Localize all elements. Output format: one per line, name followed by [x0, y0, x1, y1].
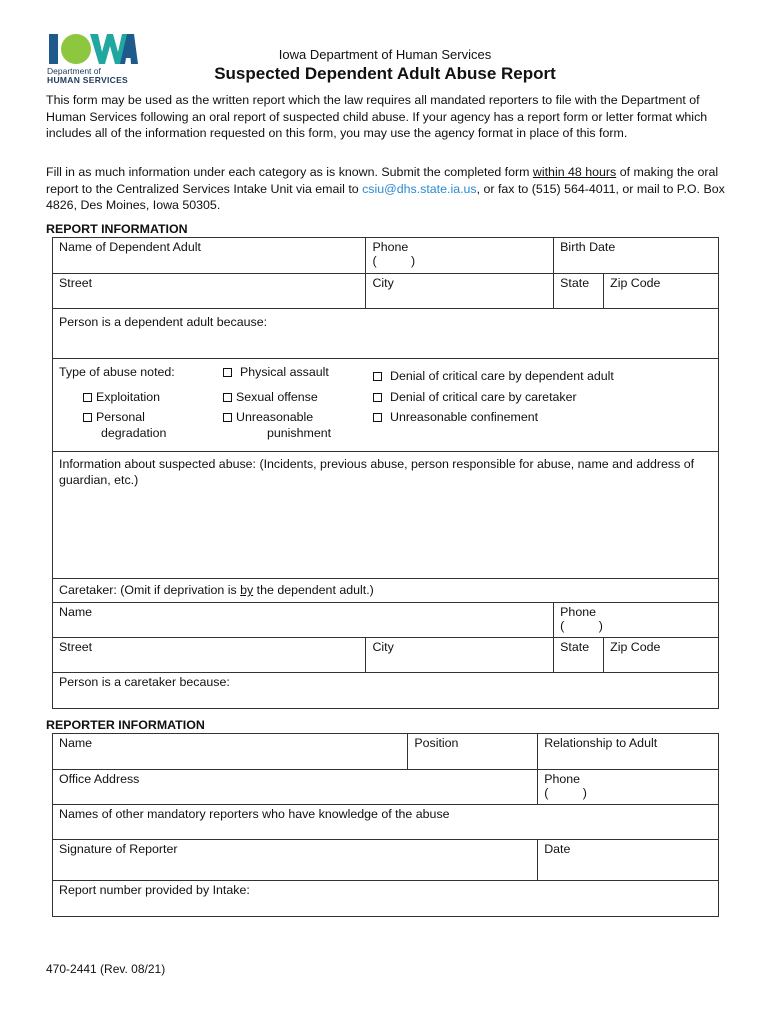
form-number: 470-2441 (Rev. 08/21): [46, 962, 166, 976]
signature-date-field[interactable]: Date: [538, 840, 719, 881]
physical-assault-option[interactable]: Physical assault: [223, 364, 329, 380]
deadline-text: within 48 hours: [532, 165, 617, 179]
dependent-adult-name-field[interactable]: Name of Dependent Adult: [53, 238, 366, 274]
birth-date-field[interactable]: Birth Date: [554, 238, 719, 274]
reporter-position-field[interactable]: Position: [408, 734, 538, 770]
logo-sub-line2: HUMAN SERVICES: [47, 75, 129, 85]
dependent-adult-street-field[interactable]: Street: [53, 274, 366, 309]
personal-degradation-checkbox[interactable]: [83, 413, 92, 422]
reporter-information-heading: REPORTER INFORMATION: [46, 718, 205, 732]
unreasonable-punishment-checkbox[interactable]: [223, 413, 232, 422]
dependent-adult-city-field[interactable]: City: [366, 274, 554, 309]
report-information-table: [52, 237, 719, 709]
logo-sub-line1: Department of: [47, 66, 101, 76]
exploitation-option[interactable]: Exploitation: [83, 389, 160, 405]
denial-by-caretaker-checkbox[interactable]: [373, 393, 382, 402]
dependent-adult-state-field[interactable]: State: [554, 274, 604, 309]
email-link[interactable]: csiu@dhs.state.ia.us: [362, 181, 477, 196]
caretaker-phone-field[interactable]: Phone ( ): [554, 603, 719, 638]
abuse-type-section: [53, 359, 719, 452]
intro-paragraph-1: This form may be used as the written report which the law requires all mandated reporters to file with the Department of Human Services following an oral report of suspected child abuse. If your agency has a report form or letter format which includes all of the information requested on this form, you may use the agency format in place of this form.: [46, 93, 708, 141]
form-title: Suspected Dependent Adult Abuse Report: [214, 64, 556, 83]
sexual-offense-option[interactable]: Sexual offense: [223, 389, 318, 405]
caretaker-street-field[interactable]: Street: [53, 638, 366, 673]
dependent-reason-field[interactable]: Person is a dependent adult because:: [53, 309, 719, 359]
intro-paragraph-2: Fill in as much information under each category as is known. Submit the completed form within 48 hours of making the oral report to the Centralized Services Intake Unit via email to csiu@dhs.state.ia.us, or fax to (515) 564-4011, or mail to P.O. Box 4826, Des Moines, Iowa 50305.: [46, 165, 725, 213]
reporter-phone-field[interactable]: Phone ( ): [538, 770, 719, 805]
office-address-field[interactable]: Office Address: [53, 770, 538, 805]
reporter-name-field[interactable]: Name: [53, 734, 408, 770]
denial-by-dependent-option[interactable]: Denial of critical care by dependent adult: [373, 368, 614, 384]
caretaker-city-field[interactable]: City: [366, 638, 554, 673]
caretaker-state-field[interactable]: State: [554, 638, 604, 673]
abuse-type-label: Type of abuse noted:: [59, 365, 175, 379]
caretaker-name-field[interactable]: Name: [53, 603, 554, 638]
denial-by-dependent-checkbox[interactable]: [373, 372, 382, 381]
suspected-abuse-info-field[interactable]: Information about suspected abuse: (Incidents, previous abuse, person responsible for abuse, name and address of guardian, etc.): [53, 452, 719, 579]
physical-assault-checkbox[interactable]: [223, 368, 232, 377]
caretaker-zip-field[interactable]: Zip Code: [604, 638, 719, 673]
reporter-information-table: [52, 733, 719, 917]
relationship-to-adult-field[interactable]: Relationship to Adult: [538, 734, 719, 770]
caretaker-reason-field[interactable]: Person is a caretaker because:: [53, 673, 719, 709]
denial-by-caretaker-option[interactable]: Denial of critical care by caretaker: [373, 389, 577, 405]
unreasonable-punishment-option[interactable]: Unreasonable punishment: [223, 409, 331, 441]
caretaker-heading-row: Caretaker: (Omit if deprivation is by the dependent adult.): [53, 579, 719, 603]
other-reporters-field[interactable]: Names of other mandatory reporters who have knowledge of the abuse: [53, 805, 719, 840]
sexual-offense-checkbox[interactable]: [223, 393, 232, 402]
unreasonable-confinement-option[interactable]: Unreasonable confinement: [373, 409, 538, 425]
report-number-field[interactable]: Report number provided by Intake:: [53, 881, 719, 917]
dependent-adult-zip-field[interactable]: Zip Code: [604, 274, 719, 309]
personal-degradation-option[interactable]: Personal degradation: [83, 409, 166, 441]
exploitation-checkbox[interactable]: [83, 393, 92, 402]
unreasonable-confinement-checkbox[interactable]: [373, 413, 382, 422]
report-information-heading: REPORT INFORMATION: [46, 222, 188, 236]
dependent-adult-phone-field[interactable]: Phone ( ): [366, 238, 554, 274]
reporter-signature-field[interactable]: Signature of Reporter: [53, 840, 538, 881]
department-name: Iowa Department of Human Services: [278, 47, 492, 62]
